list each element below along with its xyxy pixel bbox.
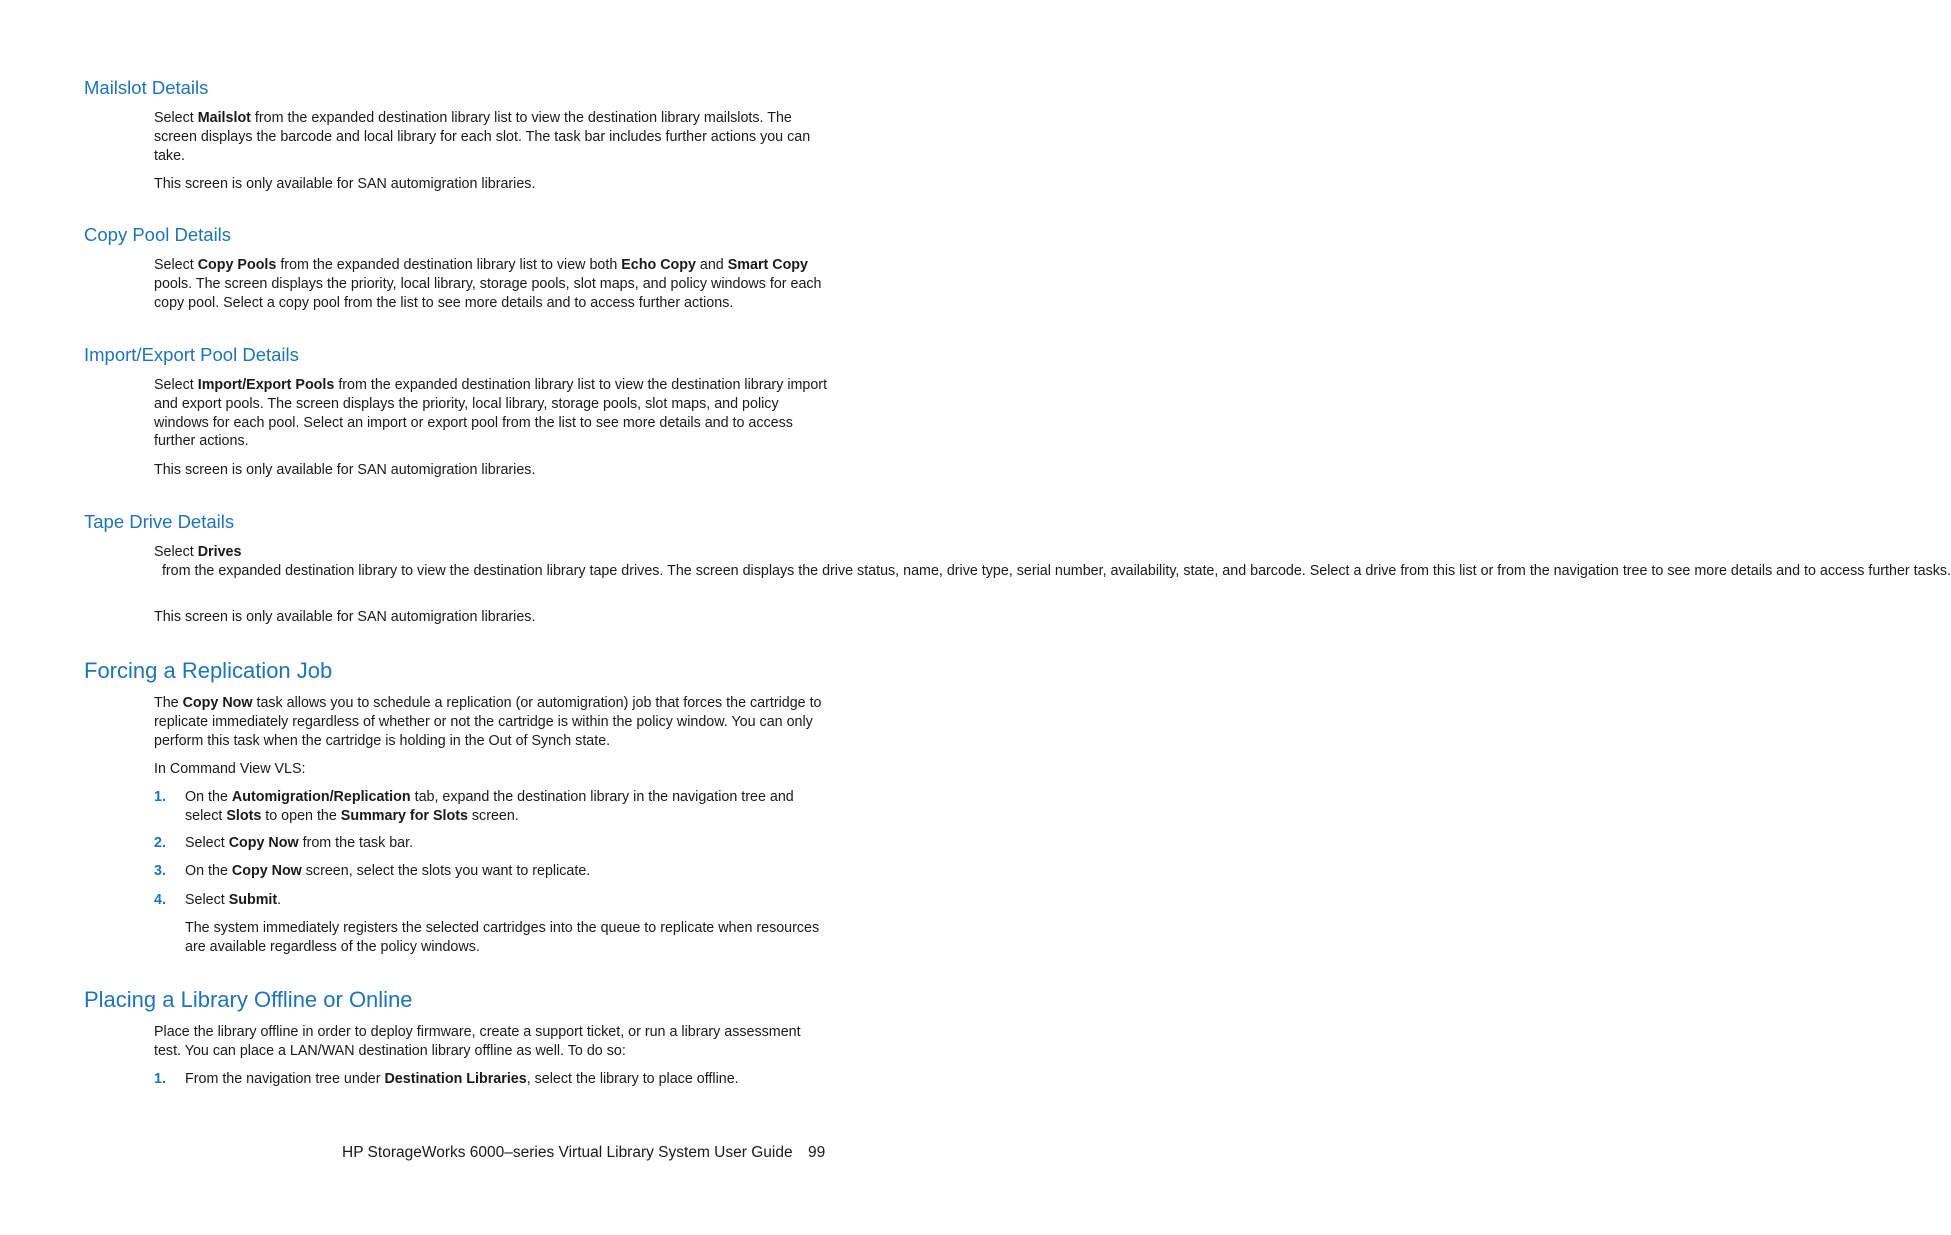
paragraph-mailslot: Select Mailslot from the expanded destination library list to view the destination library mailslots. The screen displays the barcode and local library for each slot. The task bar includes further actions you can take. [154,110,811,164]
paragraph-forcing: The Copy Now task allows you to schedule a replication (or automigration) job that forces the cartridge to replicate immediately regardless of whether or not the cartridge is within the policy window. You can only perform this task when the cartridge is holding in the Out of Synch state. [154,695,822,749]
step-text: On the Automigration/Replication tab, expand the destination library in the navigation tree and select Slots to open the Summary for Slots screen. [185,789,794,824]
step-number: 2. [154,835,166,851]
step-text: Select Copy Now from the task bar. [185,835,414,851]
heading-copy-pool-details: Copy Pool Details [84,224,232,245]
note-import-export-san: This screen is only available for SAN automigration libraries. [154,462,536,478]
step-text: Select Submit. [185,892,282,908]
step-number: 4. [154,892,166,908]
note-mailslot-san: This screen is only available for SAN automigration libraries. [154,176,536,192]
page-number: 99 [808,1144,826,1161]
heading-import-export-pool-details: Import/Export Pool Details [84,344,299,365]
step-text: On the Copy Now screen, select the slots you want to replicate. [185,863,591,879]
step-number: 3. [154,863,166,879]
paragraph-tape-drive: Select Drives from the expanded destination library to view the destination library tape drives. The screen displays the drive status, name, drive type, serial number, availability, state, and barcode. Select a drive from this list or from the navigation tree to see more details and to access further tasks. [154,544,1951,579]
note-tape-drive-san: This screen is only available for SAN automigration libraries. [154,609,536,625]
footer-document-title: HP StorageWorks 6000–series Virtual Library System User Guide [342,1144,793,1161]
step-number: 1. [154,1071,166,1087]
step-note: The system immediately registers the selected cartridges into the queue to replicate when resources are available regardless of the policy windows. [185,920,820,955]
paragraph-copy-pool: Select Copy Pools from the expanded destination library list to view both Echo Copy and Smart Copy pools. The screen displays the priority, local library, storage pools, slot maps, and policy windows for each copy pool. Select a copy pool from the list to see more details and to access further actions. [154,257,822,311]
heading-forcing-replication-job: Forcing a Replication Job [84,658,333,683]
step-text: From the navigation tree under Destination Libraries, select the library to place offline. [185,1071,739,1087]
paragraph-import-export: Select Import/Export Pools from the expanded destination library list to view the destination library import and export pools. The screen displays the priority, local library, storage pools, slot maps, and policy windows for each pool. Select an import or export pool from the list to see more details and to access further actions. [154,377,828,450]
heading-mailslot-details: Mailslot Details [84,77,209,98]
heading-placing-library-offline-online: Placing a Library Offline or Online [84,987,413,1012]
paragraph-placing: Place the library offline in order to deploy firmware, create a support ticket, or run a library assessment test. You can place a LAN/WAN destination library offline as well. To do so: [154,1024,801,1059]
step-number: 1. [154,789,166,805]
heading-tape-drive-details: Tape Drive Details [84,511,235,532]
paragraph-command-view: In Command View VLS: [154,761,306,777]
